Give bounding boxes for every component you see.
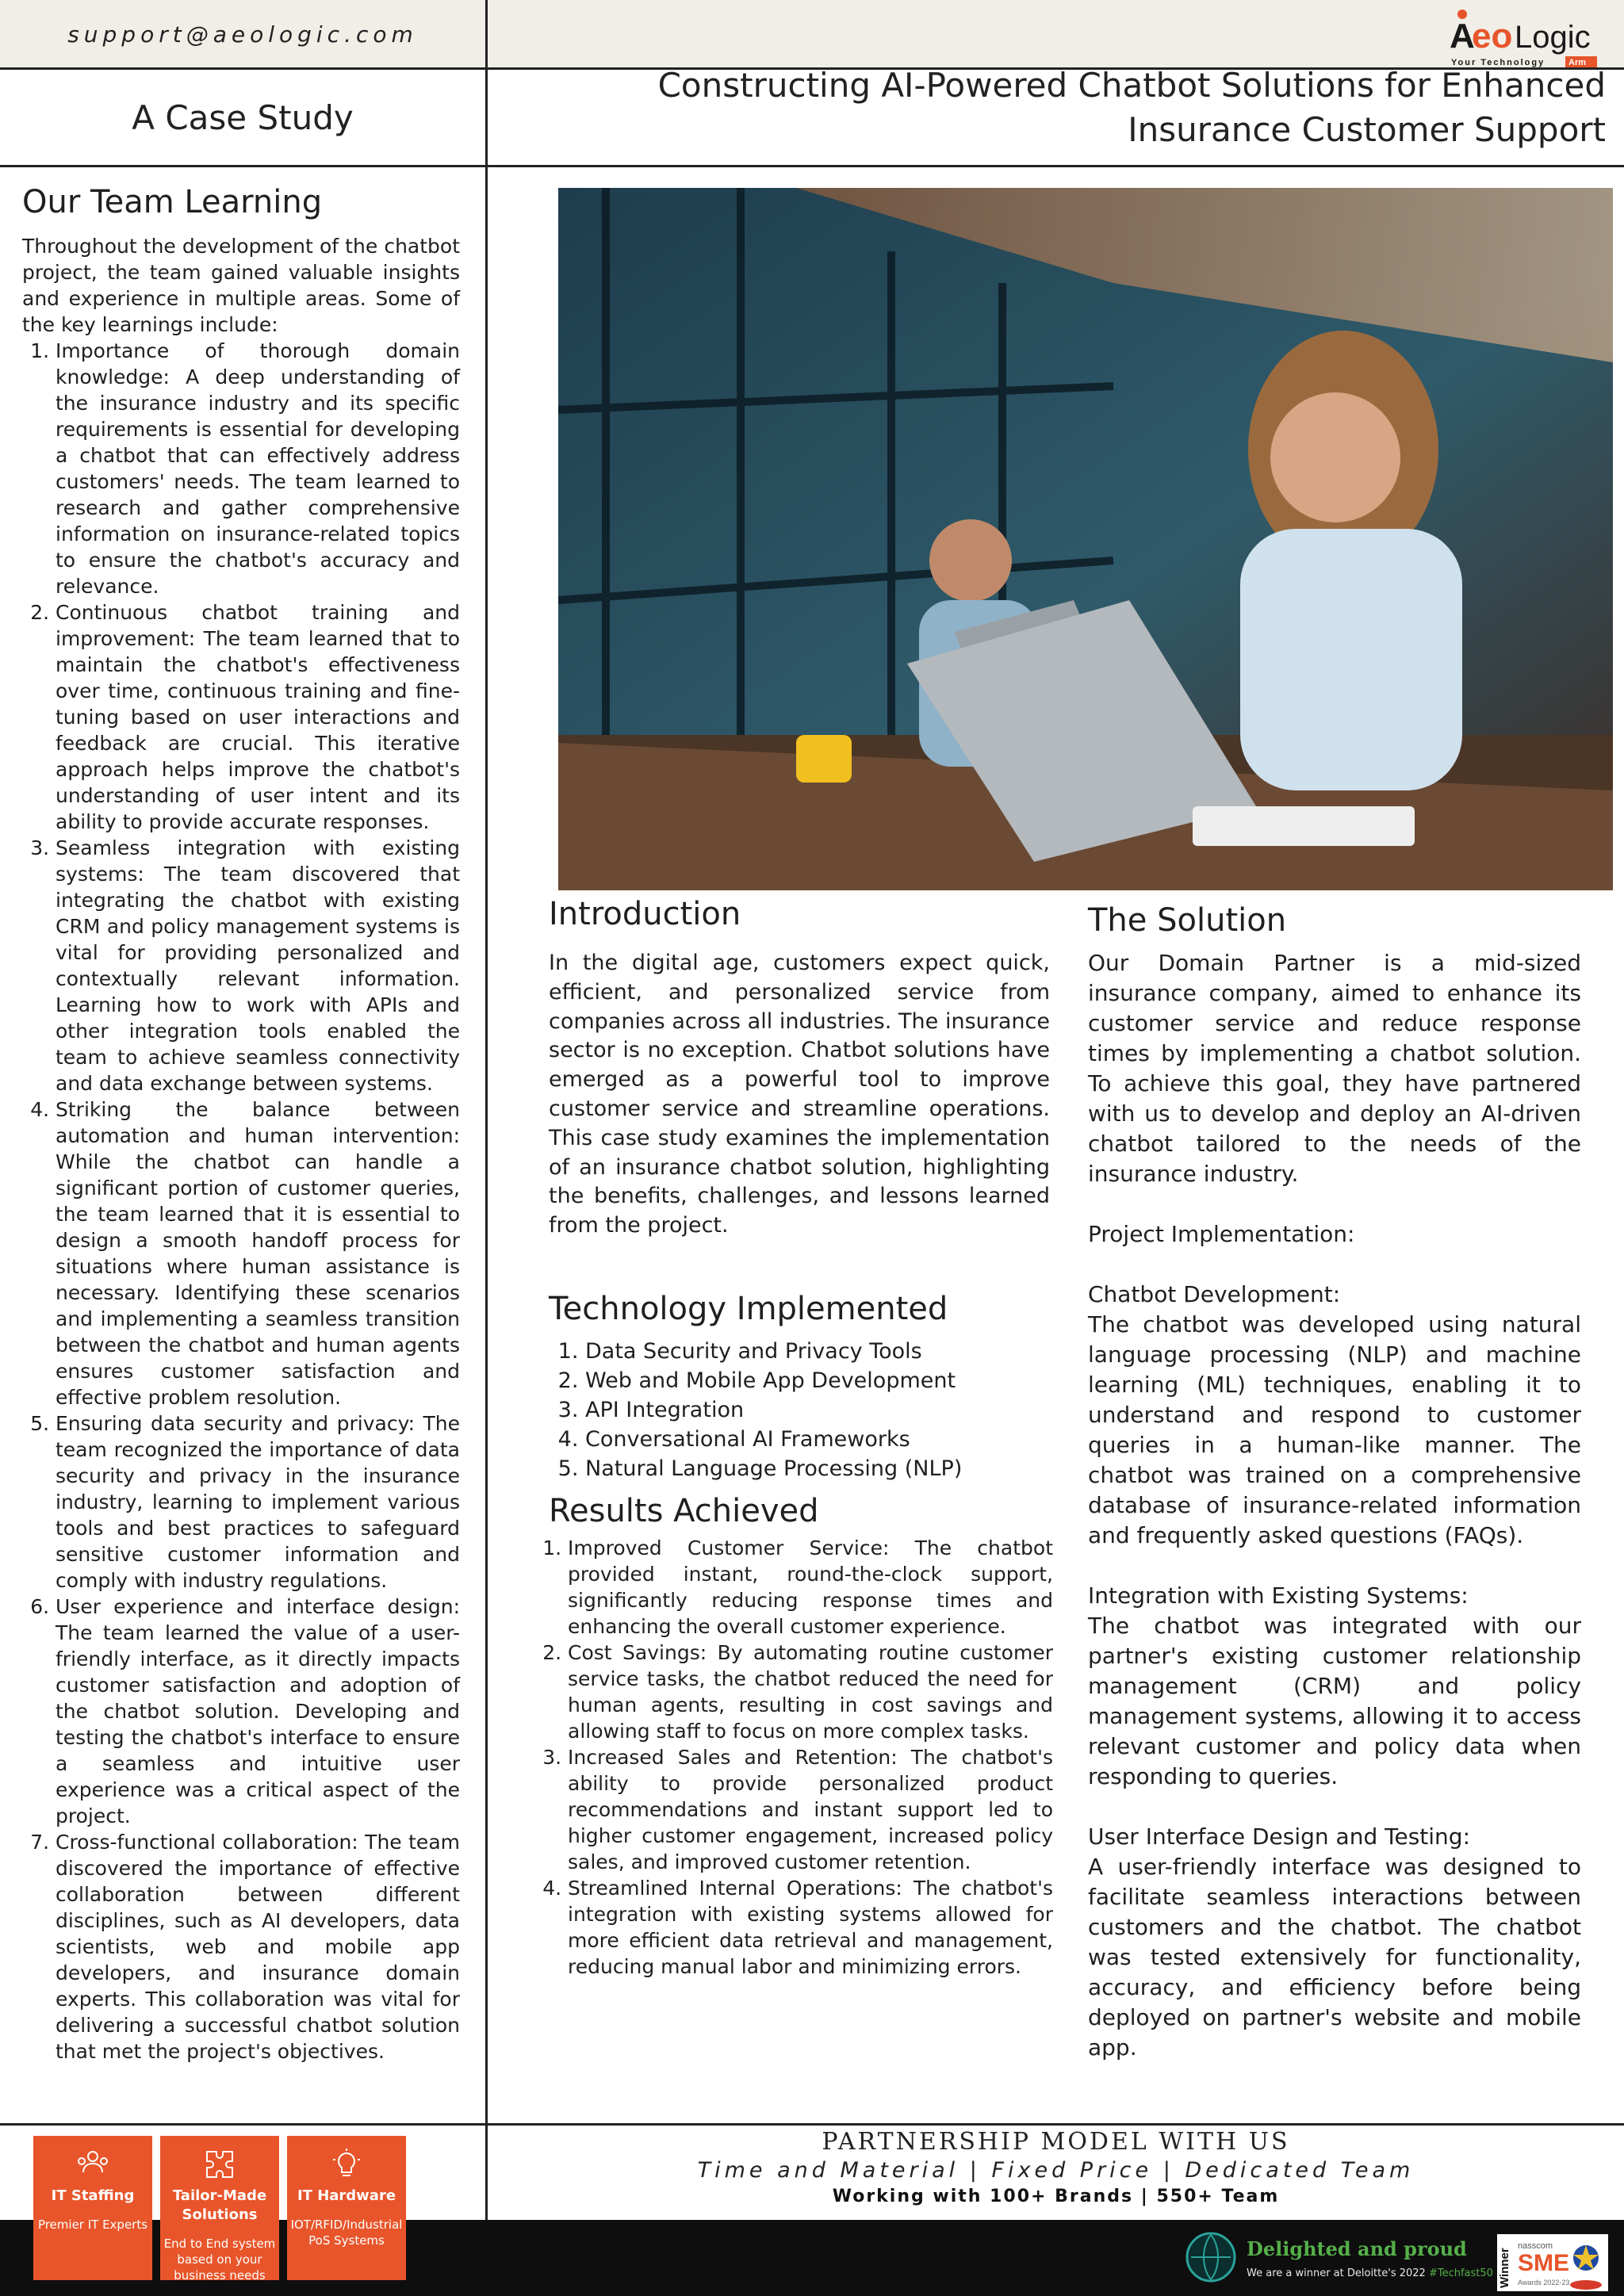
list-item: 1. Importance of thorough domain knowledge: A deep understanding of the insurance industry and its specific requirements is essential for developing a chatbot that can effectively address customers' needs. The team learned to research and gather comprehensive information on insurance-related topics to ensure the chatbot's accuracy and relevance. xyxy=(56,338,460,599)
solution-heading: The Solution xyxy=(1088,902,1287,939)
solution-intro: Our Domain Partner is a mid-sized insurance company, aimed to enhance its customer service and reduce response times by implementing a chatbot solution. To achieve this goal, they have partnered with us to develop and deploy an AI-driven chatbot tailored to the needs of the insurance industry. xyxy=(1088,950,1581,1187)
list-item: 3. API Integration xyxy=(585,1395,1050,1425)
deloitte-globe-icon xyxy=(1185,2231,1237,2283)
award-subtitle xyxy=(1247,2267,1493,2279)
page-title: Constructing AI-Powered Chatbot Solutions for Enhanced Insurance Customer Support xyxy=(657,66,1606,149)
technology-heading: Technology Implemented xyxy=(549,1291,948,1327)
svg-text:Logic: Logic xyxy=(1515,20,1591,55)
svg-text:Awards 2022-23: Awards 2022-23 xyxy=(1518,2279,1570,2286)
integration-text: The chatbot was integrated with our partner's existing customer relationship management (CRM) and policy management systems, allowing it to access relevant customer and policy data when responding to queries. xyxy=(1088,1613,1581,1789)
team-learning-intro: Throughout the development of the chatbot project, the team gained valuable insights and experience in multiple areas. Some of the key learnings include: xyxy=(22,235,460,336)
case-study-label: A Case Study xyxy=(132,98,354,137)
service-card-it-staffing[interactable] xyxy=(33,2136,152,2280)
title-rule xyxy=(0,165,1624,167)
list-item: 3. Increased Sales and Retention: The chatbot's ability to provide personalized product recommendations and instant support led to higher customer engagement, increased policy sales, and improved customer retention. xyxy=(568,1744,1053,1875)
card-title: IT Staffing xyxy=(51,2187,135,2204)
solution-body xyxy=(1088,948,1581,2093)
development-heading: Chatbot Development: xyxy=(1088,1281,1341,1307)
card-title: Tailor-Made Solutions xyxy=(172,2187,267,2223)
column-divider xyxy=(485,0,488,2220)
technology-list xyxy=(549,1337,1050,1483)
list-item: 7. Cross-functional collaboration: The team discovered the importance of effective collaboration between different disciplines, such as AI developers, data scientists, web and mobile app developers, and insurance domain experts. This collaboration was vital for delivering a successful chatbot solution that met the project's objectives. xyxy=(56,1829,460,2064)
card-subtitle: Premier IT Experts xyxy=(37,2218,148,2232)
svg-text:Your Technology: Your Technology xyxy=(1451,58,1545,67)
partnership-title: PARTNERSHIP MODEL WITH US xyxy=(822,2128,1290,2156)
implementation-heading: Project Implementation: xyxy=(1088,1221,1355,1247)
service-card-tailor-made[interactable] xyxy=(160,2136,279,2283)
svg-text:A: A xyxy=(1450,17,1475,55)
list-item: 1. Improved Customer Service: The chatbot provided instant, round-the-clock support, significantly reducing response times and enhancing the overall customer experience. xyxy=(568,1535,1053,1640)
list-item: 4. Striking the balance between automation and human intervention: While the chatbot can handle a significant portion of customer queries, the team learned that it is essential to design a smooth handoff process for situations where human assistance is necessary. Identifying these scenarios and implementing a seamless transition between the chatbot and human agents ensures customer satisfaction and effective problem resolution. xyxy=(56,1096,460,1410)
list-item: 4. Streamlined Internal Operations: The chatbot's integration with existing systems allowed for more efficient data retrieval and management, reducing manual labor and minimizing errors. xyxy=(568,1875,1053,1980)
introduction-text: In the digital age, customers expect quick, efficient, and personalized service from companies across all industries. The insurance sector is no exception. Chatbot solutions have emerged as a powerful tool to improve customer service and streamline operations. This case study examines the implementation of an insurance chatbot solution, highlighting the benefits, challenges, and lessons learned from the project. xyxy=(549,951,1050,1238)
svg-text:nasscom: nasscom xyxy=(1518,2241,1553,2251)
nasscom-sme-award xyxy=(1497,2234,1608,2291)
svg-text:SME: SME xyxy=(1518,2250,1570,2276)
team-learning-list xyxy=(22,338,460,2064)
list-item: 5. Natural Language Processing (NLP) xyxy=(585,1454,1050,1483)
svg-text:Winner: Winner xyxy=(1498,2248,1511,2288)
award-title: Delighted and proud xyxy=(1247,2237,1467,2260)
service-card-it-hardware[interactable] xyxy=(287,2136,406,2280)
development-text: The chatbot was developed using natural language processing (NLP) and machine learning (ML) techniques, enabling it to understand and respond to customer queries in a human-like manner. The chatbot was trained on a comprehensive database of insurance-related information and frequently asked questions (FAQs). xyxy=(1088,1311,1581,1548)
list-item: 6. User experience and interface design: The team learned the value of a user-friendly interface, as it directly impacts customer satisfaction and adoption of the chatbot solution. Developing and testing the chatbot's interface to ensure a seamless and intuitive user experience was a critical aspect of the project. xyxy=(56,1594,460,1829)
list-item: 4. Conversational AI Frameworks xyxy=(585,1425,1050,1454)
svg-text:eo: eo xyxy=(1472,17,1513,55)
card-subtitle: End to End system based on your business needs xyxy=(163,2237,276,2283)
award-hashtag: #Techfast50 xyxy=(1428,2267,1493,2279)
list-item: 1. Data Security and Privacy Tools xyxy=(585,1337,1050,1366)
list-item: 2. Web and Mobile App Development xyxy=(585,1366,1050,1395)
introduction-heading: Introduction xyxy=(549,896,741,932)
results-list xyxy=(549,1535,1053,1980)
svg-text:Arm: Arm xyxy=(1568,58,1587,67)
integration-heading: Integration with Existing Systems: xyxy=(1088,1582,1469,1609)
hero-photo xyxy=(558,188,1613,890)
bulb-icon xyxy=(329,2147,364,2182)
support-email[interactable]: support@aeologic.com xyxy=(67,21,418,48)
footer-rule xyxy=(0,2123,1624,2126)
ui-design-text: A user-friendly interface was designed to facilitate seamless interactions between customers and the chatbot. The chatbot was tested extensively for functionality, accuracy, and efficiency before being deployed on partner's website and mobile app. xyxy=(1088,1854,1581,2061)
card-title: IT Hardware xyxy=(297,2187,396,2204)
partnership-models: Time and Material | Fixed Price | Dedicated Team xyxy=(697,2158,1415,2183)
people-icon xyxy=(75,2147,110,2182)
results-heading: Results Achieved xyxy=(549,1493,819,1529)
ui-design-heading: User Interface Design and Testing: xyxy=(1088,1823,1471,1850)
partnership-brands: Working with 100+ Brands | 550+ Team xyxy=(832,2187,1280,2206)
aeologic-logo xyxy=(1435,6,1610,68)
list-item: 2. Cost Savings: By automating routine customer service tasks, the chatbot reduced the need for human agents, resulting in cost savings and allowing staff to focus on more complex tasks. xyxy=(568,1640,1053,1744)
list-item: 2. Continuous chatbot training and improvement: The team learned that to maintain the chatbot's effectiveness over time, continuous training and fine-tuning based on user interactions and feedback are crucial. This iterative approach helps improve the chatbot's understanding of user intent and its ability to provide accurate responses. xyxy=(56,599,460,835)
list-item: 3. Seamless integration with existing systems: The team discovered that integrating the chatbot with existing CRM and policy management systems is vital for providing personalized and contextually relevant information. Learning how to work with APIs and other integration tools enabled the team to achieve seamless connectivity and data exchange between systems. xyxy=(56,835,460,1096)
team-learning-heading: Our Team Learning xyxy=(22,184,323,220)
award-sub-text: We are a winner at Deloitte's 2022 xyxy=(1247,2267,1426,2279)
puzzle-icon xyxy=(202,2147,237,2182)
card-subtitle: IOT/RFID/Industrial PoS Systems xyxy=(290,2218,403,2248)
list-item: 5. Ensuring data security and privacy: The team recognized the importance of data security and privacy in the insurance industry, learning to implement various tools and best practices to safeguard sensitive customer information and comply with industry regulations. xyxy=(56,1410,460,1594)
